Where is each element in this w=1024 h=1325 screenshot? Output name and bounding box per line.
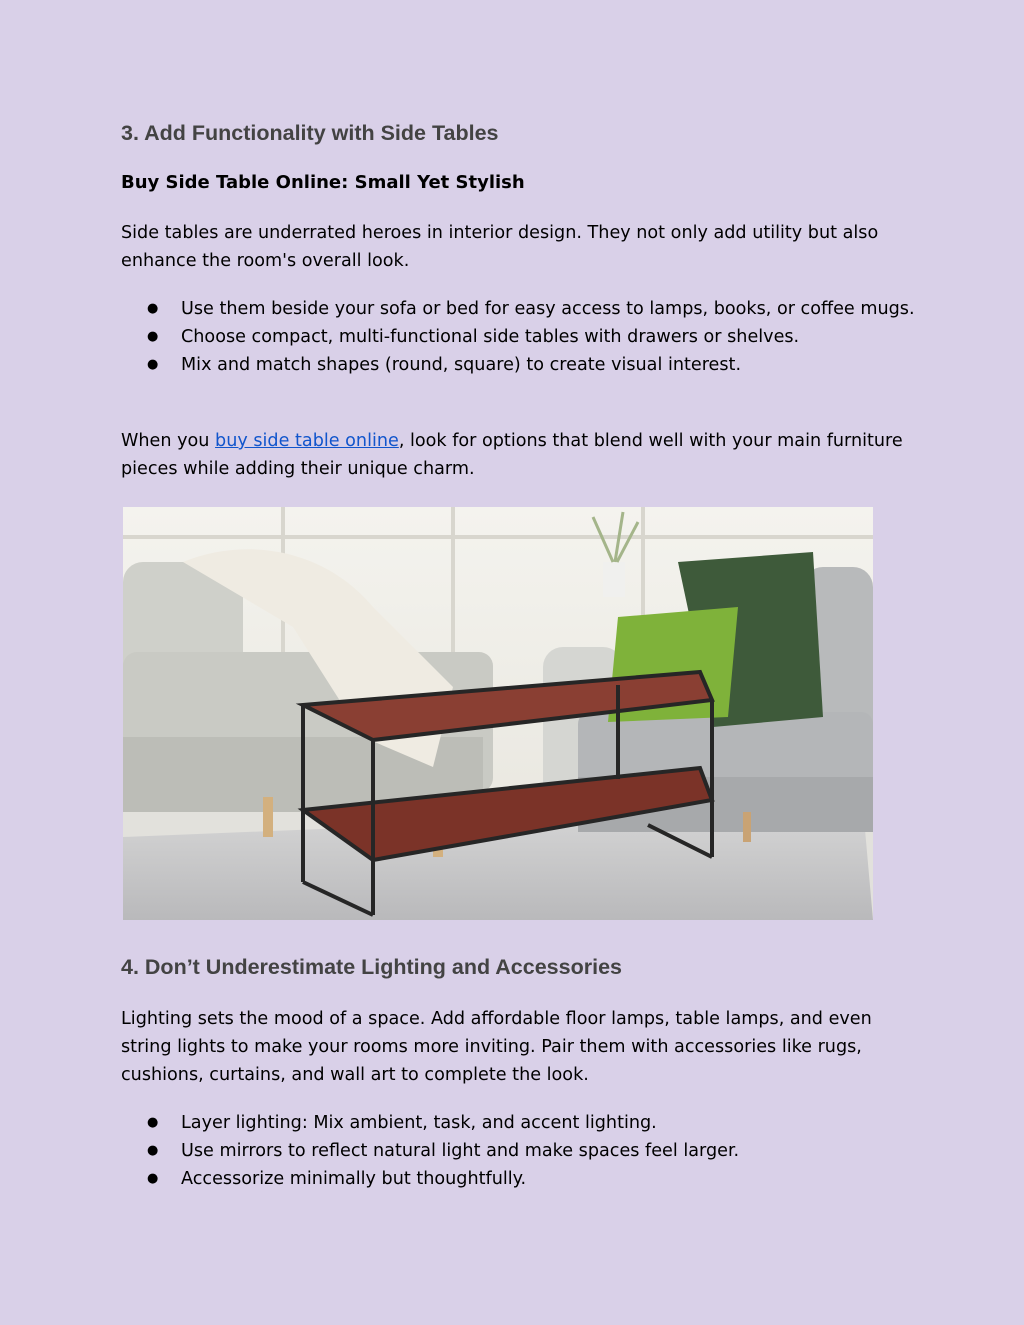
list-item: ● Accessorize minimally but thoughtfully. [121,1165,921,1193]
list-item: ● Choose compact, multi-functional side tables with drawers or shelves. [121,323,921,351]
section-4-bullet-list [121,1109,921,1193]
list-item: ● Use them beside your sofa or bed for easy access to lamps, books, or coffee mugs. [121,295,921,323]
section-3-intro: Side tables are underrated heroes in interior design. They not only add utility but also enhance the room's overall look. [121,223,879,271]
section-3-heading: 3. Add Functionality with Side Tables [121,121,499,145]
section-4-heading: 4. Don’t Underestimate Lighting and Accessories [121,955,622,979]
section-3-subheading: Buy Side Table Online: Small Yet Stylish [121,172,525,193]
section-3-closing [121,427,921,483]
section-3-bullet-list [121,295,921,379]
living-room-table-photo [123,507,873,920]
closing-text-before: When you [121,431,216,451]
section-4-intro: Lighting sets the mood of a space. Add affordable floor lamps, table lamps, and even string lights to make your rooms more inviting. Pair them with accessories like rugs, cushions, curtains, and wall art to complete the look. [121,1009,872,1085]
list-item: ● Layer lighting: Mix ambient, task, and accent lighting. [121,1109,921,1137]
buy-side-table-link[interactable]: buy side table online [215,431,399,451]
list-item: ● Use mirrors to reflect natural light and make spaces feel larger. [121,1137,921,1165]
closing-text-after: , look for options that blend well with your main furniture pieces while adding their unique charm. [121,431,903,479]
list-item: ● Mix and match shapes (round, square) to create visual interest. [121,351,921,379]
